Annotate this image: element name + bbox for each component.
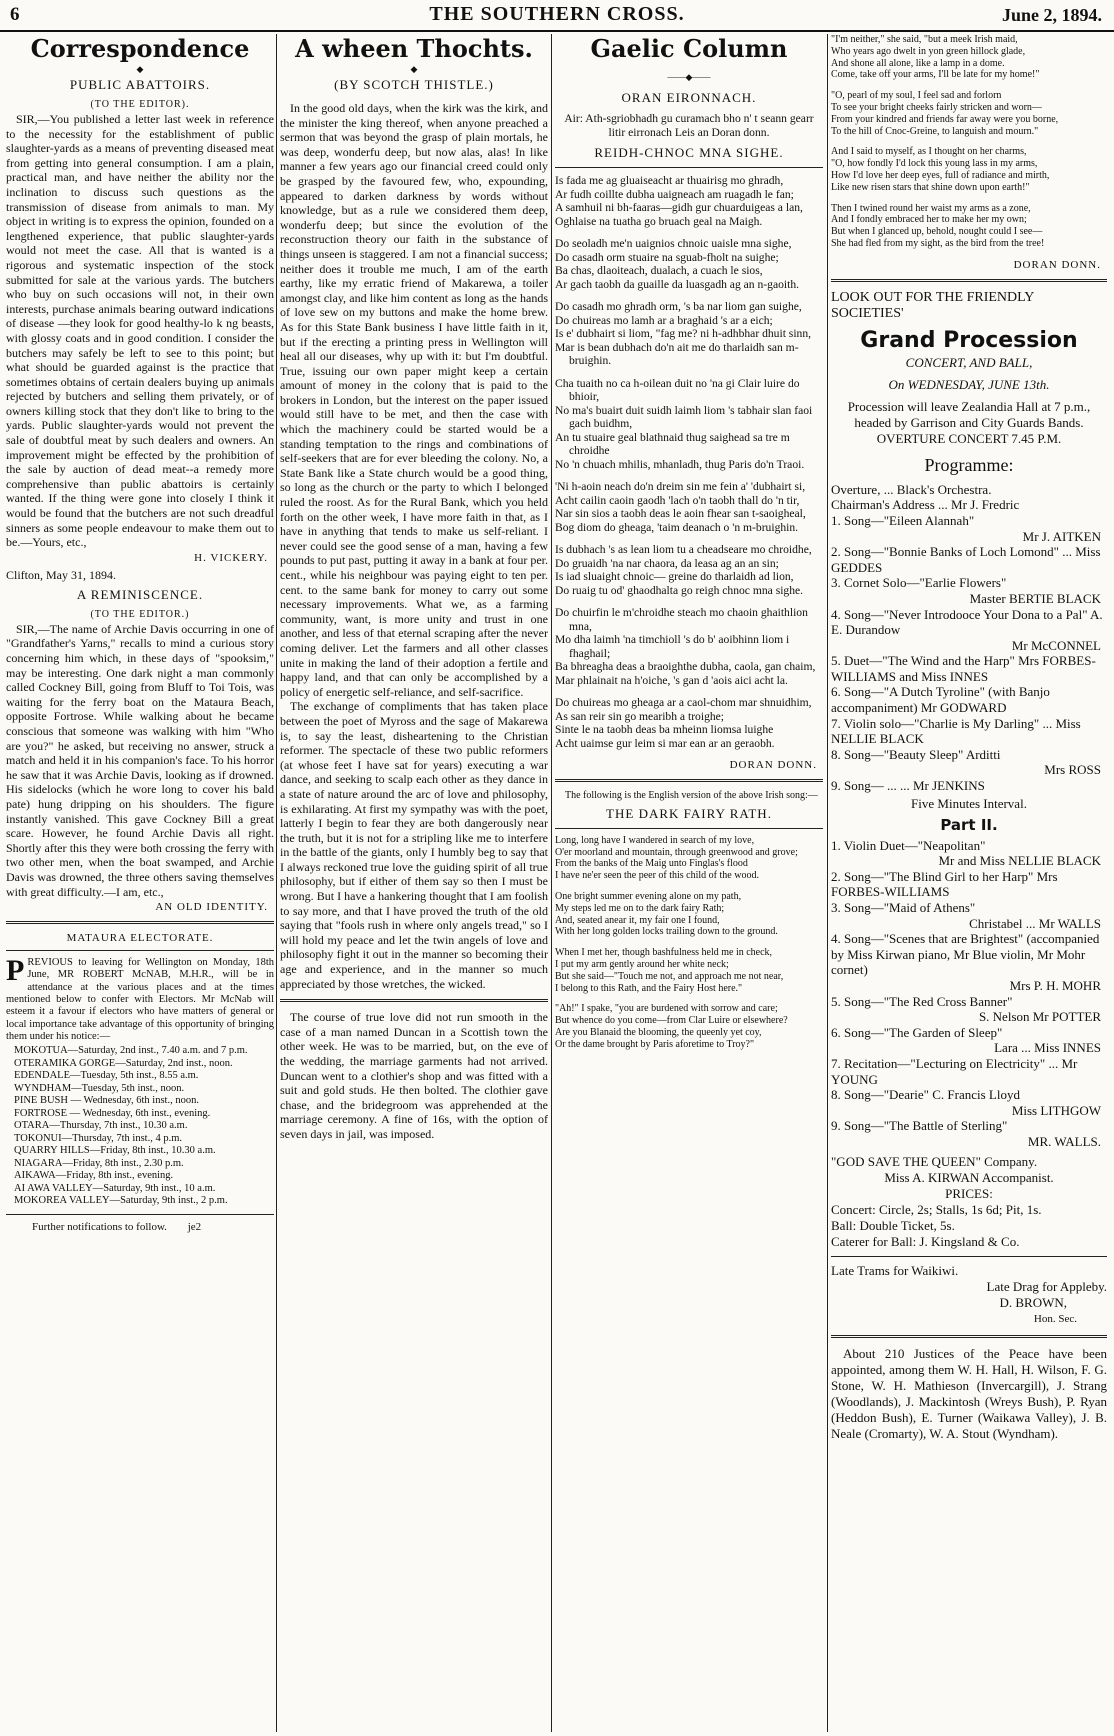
programme-item-title: Chairman's Address ... Mr J. Fredric [831,497,1020,513]
programme-performer: Mr and Miss NELLIE BLACK [938,853,1101,869]
verse-line: Do casadh mo ghradh orm, 's ba nar liom gan suighe, [555,300,802,313]
stanza [555,891,823,938]
programme-item-title: 1. Song—"Eileen Alannah" [831,512,975,528]
notice-body [6,954,274,1043]
verse-line: Do chuirfin le m'chroidhe steach mo chaoin ghaithlion mna, [555,606,808,633]
programme-item [831,931,1107,993]
schedule-item: MOKOREA VALLEY—Saturday, 9th inst., 2 p.m. [14,1195,228,1207]
programme-performer: Lara ... Miss INNES [994,1040,1101,1056]
divider [831,1256,1107,1257]
programme-item-title: 8. Song—"Beauty Sleep" Arditti [831,746,1001,762]
prices-heading: PRICES: [945,1185,993,1201]
divider [555,167,823,168]
notice-footer [32,1221,274,1233]
verse-line: "I'm neither," she said, "but a meek Irish maid, [831,34,1018,45]
ad-secretary-title: Hon. Sec. [1033,1312,1077,1325]
programme-item-title: 9. Song—"The Battle of Sterling" [831,1118,1008,1134]
article-dedication: (TO THE EDITOR.) [90,608,190,620]
programme-item-title: 3. Song—"Maid of Athens" [831,900,976,915]
programme-item-title: 2. Song—"The Blind Girl to her Harp" Mrs FORBES-WILLIAMS [831,868,1058,900]
verse-line: As san reir sin go mearibh a troighe; [555,709,725,723]
verse-line: Do gruaidh 'na nar chaora, da leasa ag an an sin; [555,556,779,570]
article-body: SIR,—You published a letter last week in reference to the necessity for the establishment of public slaughter-yards as a means of preventing diseased meat from getting into general consumption. I am a plain, practical man, and have neither the ability nor the inclination to discuss such questions as the transmission of disease from animals to man. My object in writing is to express the opinion, founded on a lengthened experience, that public slaughter-yards would not meet the case. All that is wanted is a rigorous and systematic inspection of the stock submitted for sale at the various yards. The butchers who buy on such occasions will not, in their own interests, purchase animals bearing outward indications of disease —they look for good healthy-lo k ng beasts, with glossy coats and in good condition. I consider the butchers may safely be left to see to this point; but what should be guarded against is the practice that sometimes obtains of certain dealers buying up animals rejected by butchers and selling them privately, or of owners killing stock that they don't like to bring to the yards. Public slaughter-yards would not prevent the sale of doubtful meat by such dealers and owners. An improvement might be effected by the prohibition of the sale by auction of dead meat--a remedy more comprehensive than public abattoirs is certainly wanted. If the thing were gone into closely I think it would be found that the butchers are not such dreadful sinners as some people endeavour to make them out to be.—Yours, etc., [6,112,274,550]
verse-line: Or the dame brought by Paris aforetime to Troy?" [555,1038,755,1050]
song-air: Air: Ath-sgriobhadh gu curamach bho n' t seann gearr litir eirronach Leis an Doran donn. [564,112,814,139]
verse-line: "O, how fondly I'd lock this young lass in my arms, [831,158,1038,170]
programme-performer: Mrs ROSS [1044,762,1101,778]
verse-line: Cha tuaith no ca h-oilean duit no 'na gi Clair luire do bhioir, [555,376,800,403]
verse-line: I put my arm gently around her white neck; [555,958,729,970]
schedule-item: EDENDALE—Tuesday, 5th inst., 8.55 a.m. [14,1070,199,1082]
programme-heading: Programme: [924,454,1014,475]
programme-item [831,1025,1107,1056]
verse-line: Nar sin sios a taobh deas le aoin fhear san t-saoigheal, [555,507,806,520]
price-line: Ball: Double Ticket, 5s. [831,1217,955,1233]
verse-line: Do chuireas mo gheaga ar a caol-chom mar shnuidhim, [555,696,812,709]
column-rule [827,34,828,1732]
translation-intro: The following is the English version of the above Irish song:— [565,790,818,801]
newspaper-title: THE SOUTHERN CROSS. [429,3,685,25]
schedule-item: OTERAMIKA GORGE—Saturday, 2nd inst., noon. [14,1057,233,1069]
stanza [831,34,1107,81]
divider [831,1335,1107,1338]
programme-interval: Five Minutes Interval. [911,795,1027,811]
verse-line: Then I twined round her waist my arms as a zone, [831,202,1031,214]
ornament-divider: ——◆—— [667,72,711,82]
verse-line: I have ne'er seen the peer of this child of the wood. [555,870,759,882]
programme-performer: Christabel ... Mr WALLS [969,915,1101,931]
poem-continuation [831,34,1107,250]
stanza [831,146,1107,193]
verse-line: Oghlaise na tuatha go bruach geal na Maigh. [555,214,763,228]
programme-item-title: 7. Recitation—"Lecturing on Electricity" ... Mr YOUNG [831,1055,1078,1087]
ad-overture: OVERTURE CONCERT 7.45 P.M. [876,430,1062,446]
programme-item [831,869,1107,900]
verse-line: And I fondly embraced her to make her my own; [831,214,1027,226]
notice-title: MATAURA ELECTORATE. [66,932,214,945]
verse-line: Sinte le na taobh deas ba mheinn liomsa luighe [555,723,774,736]
page-number: 6 [10,4,20,25]
schedule-item: AIKAWA—Friday, 8th inst., evening. [14,1170,174,1182]
verse-line: Mar is bean dubhach do'n ait me do tharlaidh san m-bruighin. [555,340,799,367]
programme-item [831,497,1107,513]
verse-line: O'er moorland and mountain, through greenwood and grove; [555,846,798,858]
verse-line: She had fled from my sight, as the bird from the tree! [831,237,1045,249]
programme-part-heading: Part II. [940,815,998,834]
column-thochts [280,34,548,1732]
programme-performer: Mr J. AITKEN [1022,528,1101,544]
schedule-item: FORTROSE — Wednesday, 6th inst., evening. [14,1107,211,1119]
verse-line: From the banks of the Maig unto Finglas's flood [555,858,748,870]
article-paragraph: The course of true love did not run smooth in the case of a man named Duncan in a Scottish town the other week. He was to be married, but, on the eve of the wedding, the marriage garments had not arrived. Duncan went to a clothier's shop and was fitted with a suit and gold studs. He then bolted. The clothier gave chase, and the bridegroom was apprehended at the marriage ceremony. A fine of 16s, with the option of seven days in jail, was imposed. [280,1010,548,1141]
verse-line: To see your bright cheeks fairly stricken and worn— [831,101,1042,113]
ad-trams: Late Trams for Waikiwi. [831,1262,959,1278]
verse-line: Who years ago dwelt in yon green hillock glade, [831,45,1026,57]
stanza [555,377,823,472]
verse-line: But whence do you come—from Clar Luire or elsewhere? [555,1015,788,1027]
divider [555,828,823,829]
programme-item-title: 1. Violin Duet—"Neapolitan" [831,837,986,853]
verse-line: And, seated anear it, my fair one I found, [555,914,720,926]
programme-performer: Mrs P. H. MOHR [1009,977,1101,993]
article-body: SIR,—The name of Archie Davis occurring in one of "Grandfather's Yarns," recalls to mind a curious story concerning him which, in these days of "spooksim," may be interesting. One dark night a man commonly called Cockney Bill, going from Bluff to Toi Tois, was waiting for the ferry boat on the Mataura Beach, opposite Fortrose. While walking about he became conscious that someone was walking with him "Who are you?" he asked, but receiving no answer, struck a match and held it in his companion's face. To his horror he saw that it was Archie Davis, looking as if drowned. His sidelocks (which he wore long to cover his bald pate) hung dripping on his shoulders. The figure instantly vanished. This gave Cockney Bill a great scare. However, he found Archie Davis all right. Shortly after this they were both crossing the ferry with two other men, when the boat swamped, and Archie Davis was drowned, the three others saving themselves with great difficulty.—I am, etc., [6,621,274,899]
programme-item-title: 6. Song—"A Dutch Tyroline" (with Banjo accompaniment) Mr GODWARD [831,684,1050,716]
programme-part-one [831,482,1107,794]
programme-item-title: 4. Song—"Scenes that are Brightest" (accompanied by Miss Kirwan piano, Mr Blue violin, Mr Mohr cornet) [831,931,1100,978]
stanza [555,1003,823,1050]
programme-item [831,778,1107,794]
divider [6,1214,274,1215]
stanza [555,947,823,994]
programme-performer: Master BERTIE BLACK [969,590,1101,606]
poem-signature: DORAN DONN. [729,759,817,771]
ad-drag: Late Drag for Appleby. [986,1278,1107,1294]
gaelic-poem [555,174,823,750]
divider [280,999,548,1002]
verse-line: "Ah!" I spake, "you are burdened with sorrow and care; [555,1003,778,1015]
ad-headline: Grand Procession [860,327,1078,353]
article-title: A REMINISCENCE. [76,586,204,602]
song-title: ORAN EIRONNACH. [621,90,757,105]
verse-line: Do chuireas mo lamh ar a braghaid 's ar a eich; [555,313,773,327]
verse-line: I belong to this Rath, and the Fairy Host here." [555,982,743,994]
programme-item [831,716,1107,747]
verse-line: Come, take off your arms, I'll be late for my home!" [831,69,1040,81]
programme-item-title: 8. Song—"Dearie" C. Francis Lloyd [831,1087,1020,1103]
price-line: Concert: Circle, 2s; Stalls, 1s 6d; Pit, 1s. [831,1201,1042,1217]
programme-item [831,684,1107,715]
programme-item [831,838,1107,869]
stanza [555,543,823,597]
justices-notice: About 210 Justices of the Peace have been appointed, among them W. H. Hall, H. Wilson, F. G. Stone, W. H. Mathieson (Invercargill), J. Strang (Woodlands), J. Mackintosh (Wreys Bush), P. Ryan (Heddon Bush), E. Turner (Waikawa Valley), J. B. Neale (Cromarty), W. A. Stout (Wyndham). [831,1345,1107,1441]
stanza [555,174,823,228]
stanza [831,203,1107,250]
schedule-item: TOKONUI—Thursday, 7th inst., 4 p.m. [14,1132,182,1144]
divider [831,279,1107,282]
column-rule [551,34,552,1732]
stanza [831,90,1107,137]
programme-item [831,575,1107,606]
programme-item-title: 9. Song— ... ... Mr JENKINS [831,778,985,794]
article-dedication: (TO THE EDITOR). [90,99,190,110]
programme-item [831,653,1107,684]
verse-line: "O, pearl of my soul, I feel sad and forlorn [831,90,1002,102]
verse-line: Mo dha laimh 'na timchioll 's do b' aoibhinn liom i fhaghail; [555,633,790,660]
programme-item [831,994,1107,1025]
programme-item-title: 3. Cornet Solo—"Earlie Flowers" [831,575,1007,591]
article-signature: AN OLD IDENTITY. [155,901,268,914]
verse-line: And I said to myself, as I thought on her charms, [831,146,1027,158]
verse-line: Is dubhach 's as lean liom tu a cheadseare mo chroidhe, [555,543,812,556]
verse-line: 'Ni h-aoin neach do'n dreim sin me fein a' 'dubhairt si, [555,480,806,493]
verse-line: How I'd love her deep eyes, full of radiance and mirth, [831,169,1050,181]
verse-line: Is fada me ag gluaiseacht ar thuairisg mo ghradh, [555,174,784,187]
verse-line: From your kindred and friends far away were you borne, [831,113,1059,125]
schedule-item: QUARRY HILLS—Friday, 8th inst., 10.30 a.m. [14,1145,216,1157]
programme-item [831,1056,1107,1087]
programme-performer: S. Nelson Mr POTTER [978,1009,1101,1025]
verse-line: Like new risen stars that shine down upon earth!" [831,181,1030,193]
notice-text: REVIOUS to leaving for Wellington on Monday, 18th June, MR ROBERT McNAB, M.H.R., will be in attendance at the various places and at the times mentioned below to confer with Electors. Mr McNab will esteem it a favour if electors who have matters of general or local importance take advantage of this opportunity of bringing them under his notice:— [6,957,274,1042]
verse-line: No ma's buairt duit suidh laimh liom 's tabhair slan faoi gach buidhm, [555,403,813,430]
ornament-divider: ◆ [410,64,418,74]
verse-line: To the hill of Cnoc-Greine, to languish and mourn." [831,125,1039,137]
programme-part-two [831,838,1107,1150]
schedule-item: OTARA—Thursday, 7th inst., 10.30 a.m. [14,1120,188,1132]
verse-line: One bright summer evening alone on my path, [555,890,742,902]
verse-line: An tu stuaire geal blathnaid thug saighead sa tre m chroidhe [555,430,790,457]
stanza [555,696,823,750]
issue-date: June 2, 1894. [1001,5,1102,25]
ad-lookout: LOOK OUT FOR THE FRIENDLY SOCIETIES' [831,289,1034,321]
programme-accompanist: Miss A. KIRWAN Accompanist. [884,1169,1054,1185]
schedule-item: WYNDHAM—Tuesday, 5th inst., noon. [14,1082,185,1094]
programme-item-title: 7. Violin solo—"Charlie is My Darling" ... Miss NELLIE BLACK [831,715,1081,747]
column-correspondence [6,34,274,1732]
masthead [0,0,1114,32]
notice-foot-text: Further notifications to follow. [32,1220,167,1233]
schedule-list [6,1045,274,1208]
verse-line: Ba bhreagha deas a braoighthe dubha, caola, gan chaim, [555,660,816,673]
column-verse-and-ads [831,34,1107,1732]
verse-line: But she said—"Touch me not, and approach me not near, [555,970,784,982]
poem-title: REIDH-CHNOC MNA SIGHE. [594,145,784,160]
programme-item [831,1118,1107,1149]
programme-item [831,513,1107,544]
article-paragraph: The exchange of compliments that has taken place between the poet of Myross and the sage of Makarewa is, to say the least, disheartening to the Christian reformer. The spectacle of these two public reformers (at whose feet I have sat for years) executing a war dance, and seeking to scalp each other as they dance in a state of nature around the arc of love and philosophy, is exhilarating. At first my sympathy was with the poet, latterly I begin to fear they are both dangerously near the truth, but it is not for a stripling like me to interfere in the battle of the giants, only I humbly beg to say that I always reckoned true love the guiding spirit of all true philosophy, but if either of them say so then I must be wrong. But I have a hankering thought that I am foolish to say more, and that I have proved the truth of the old saying that "fools rush in where only angels tread," so I will hold my peace and let the twin angels of love and philosophy fight it out in the manner so becoming their age and experience, and in the manner so much appreciated by those wretches, the wicked. [280,699,548,991]
programme-item [831,747,1107,778]
schedule-item: AI AWA VALLEY—Saturday, 9th inst., 10 a.m. [14,1182,216,1194]
schedule-item: NIAGARA—Friday, 8th inst., 2.30 p.m. [14,1157,184,1169]
article-paragraph: In the good old days, when the kirk was the kirk, and the minister the king thereof, when anyone preached a sermon that was beyond the grasp of plain mortals, he was deep, wonderfu deep, but now alas, alas! In like manner a few years ago our financial creed could only be grasped by the favoured few, who, expounding, appeared to darken darkness by words without knowledge, but as a rule we considered them deep, wonderfu deep; but since the evolution of the reconstruction theory our faith in the substance of things unseen is staggered. I am not a financial success; neither does it trouble me much, I am of the earth earthy, like my erratic friend of Makarewa, a toiler amongst clay, and like him content as long as the hands of love sew on my buttons and make the home brew. As for this State Bank business I have little faith in it, but if the erecting a printing press in Wellington will heal all our diseases, why up with it: but I'm doubtful. True, issuing our own paper might keep a certain amount of money in the colony that is paid to the brokers in London, but the interest on the paper issued would still have to be met, and then the case with which the machinery could be started would be a standing temptation to the rings and combinations of self-seekers that are for ever bleeding the colony. No, a State Bank like a State church would be a good thing, so long as the church or the party to which I belonged ruled the roost. As for the Rural Bank, which you held forth on the other week, I have more faith in that, as I have in anything that tends to make us self-reliant. I never could see the good sense of a man, having a few pounds to put past, putting it away in a bank at four per. cent., while his neighbour was paying eight to ten per. cent. to the same bank for money to carry out some necessary improvements. What we, as a farming community, want, is more unity and trust in one another, and less of that eternal scraping after the never coming deliver. Let the farmers and all other classes unite in making the land of their adoption a fertile and happy land, and that can only be accomplished by a policy of energetic self-reliance, and self-sacrifice. [280,101,548,699]
verse-line: Ba chas, dlaoiteach, dualach, a cuach le sios, [555,264,763,277]
price-line: Caterer for Ball: J. Kingsland & Co. [831,1233,1020,1249]
section-heading: Correspondence [30,34,250,63]
programme-performer: Miss LITHGOW [1011,1102,1101,1118]
programme-item-title: Overture, ... Black's Orchestra. [831,481,992,497]
divider [6,921,274,924]
verse-line: A samhuil ni bh-faaras—gidh gur chuarduigeas a lan, [555,201,803,214]
verse-line: Bog diom do gheaga, 'taim deanach o 'n m-bruighin. [555,520,799,534]
stanza [555,480,823,534]
ad-subtitle: CONCERT, AND BALL, [905,354,1033,370]
verse-line: But when I glanced up, behold, nought could I see— [831,226,1043,238]
programme-item [831,544,1107,575]
verse-line: Acht uaimse gur leim si mar ean ar an geraobh. [555,736,775,750]
programme-item [831,607,1107,654]
programme-performer: Mr McCONNEL [1011,637,1101,653]
programme-item-title: 4. Song—"Never Introdooce Your Dona to a Pal" A. E. Durandow [831,606,1103,638]
stanza [555,606,823,687]
drop-cap: P [6,954,25,988]
verse-line: Long, long have I wandered in search of my love, [555,834,755,846]
column-gaelic [555,34,823,1732]
verse-line: And shone all alone, like a lamp in a dome. [831,57,1005,69]
ad-date: On WEDNESDAY, JUNE 13th. [888,376,1050,392]
ad-secretary: D. BROWN, [999,1294,1067,1310]
divider [555,779,823,782]
notice-code: je2 [187,1220,202,1233]
programme-item-title: 2. Song—"Bonnie Banks of Loch Lomond" ... Miss GEDDES [831,544,1101,575]
programme-item [831,482,1107,498]
translation-title: THE DARK FAIRY RATH. [606,805,772,821]
divider [6,950,274,951]
programme-item-title: 5. Song—"The Red Cross Banner" [831,993,1013,1009]
section-heading: Gaelic Column [590,34,788,63]
verse-line: Is iad sluaight chnoic— greine do tharlaidh ad lion, [555,570,794,583]
verse-line: Ar gach taobh da guaille da luasgadh ag an n-gaoith. [555,277,800,291]
verse-line: Do ruaig tu od' ghaodhalta go reigh chnoc mna sighe. [555,583,804,597]
stanza [555,237,823,291]
schedule-item: PINE BUSH — Wednesday, 6th inst., noon. [14,1095,199,1107]
stanza [555,835,823,882]
verse-line: No 'n chuach mhilis, mhanladh, thug Paris do'n Traoi. [555,457,805,471]
ornament-divider: ◆ [136,64,144,74]
english-poem [555,835,823,1051]
programme-item [831,1087,1107,1118]
article-byline: (BY SCOTCH THISTLE.) [334,77,494,92]
programme-item-title: 5. Duet—"The Wind and the Harp" Mrs FORBES-WILLIAMS and Miss INNES [831,653,1096,684]
ad-procession: Procession will leave Zealandia Hall at 7 p.m., headed by Garrison and City Guards Bands. [847,398,1091,430]
article-dateline: Clifton, May 31, 1894. [6,567,116,582]
verse-line: Mar phlainait na h'oiche, 's gan d 'aois aici acht la. [555,673,788,687]
programme-item [831,900,1107,931]
article-title: PUBLIC ABATTOIRS. [69,77,211,92]
schedule-item: MOKOTUA—Saturday, 2nd inst., 7.40 a.m. and 7 p.m. [14,1045,248,1057]
programme-performer: MR. WALLS. [1027,1133,1101,1149]
verse-line: With her long golden locks trailing down to the ground. [555,926,778,938]
poem-signature: DORAN DONN. [1013,258,1101,271]
verse-line: When I met her, though bashfulness held me in check, [555,947,773,959]
verse-line: Acht cailin caoin gaodh 'lach o'n taobh thall do 'n tir, [555,493,800,507]
section-heading: A wheen Thochts. [295,34,533,63]
verse-line: Do seoladh me'n uaignios chnoic uaisle mna sighe, [555,237,792,250]
verse-line: Do casadh orm stuaire na sguab-fholt na suighe; [555,250,779,264]
article-signature: H. VICKERY. [194,551,268,564]
stanza [555,300,823,368]
verse-line: My steps led me on to the dark fairy Rath; [555,902,725,914]
verse-line: Are you Blanaid the blooming, the queenly yet coy, [555,1026,762,1038]
verse-line: Is e' dubhairt si liom, "fag me? ni h-adhbhar dhuit sinn, [555,327,812,340]
programme-anthem: "GOD SAVE THE QUEEN" Company. [831,1153,1038,1169]
programme-item-title: 6. Song—"The Garden of Sleep" [831,1024,1003,1040]
verse-line: Ar fudh coillte dubha uaigneach am ruagadh le fan; [555,187,794,201]
column-rule [276,34,277,1732]
